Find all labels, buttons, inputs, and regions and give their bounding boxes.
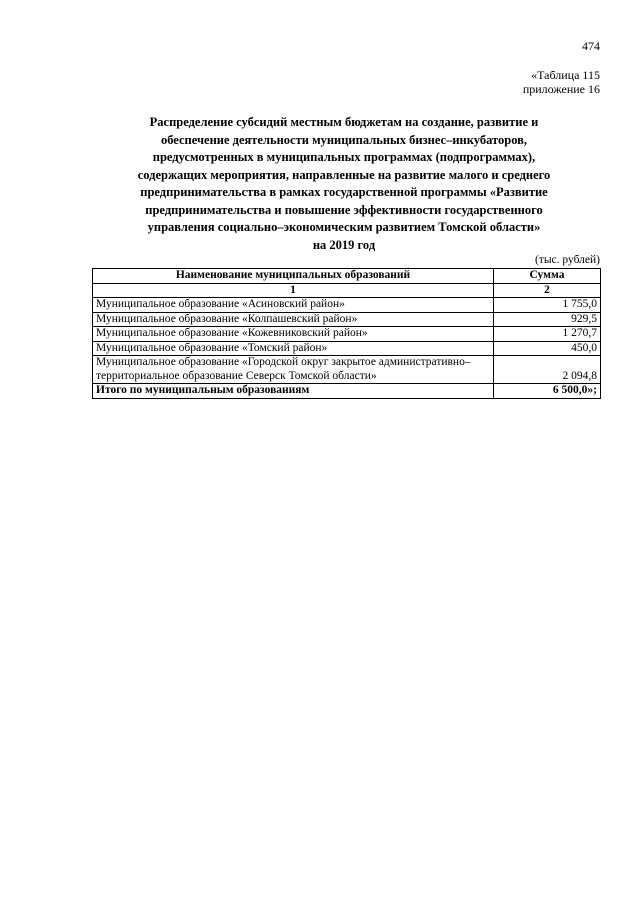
table-total-row: [93, 384, 601, 399]
municipality-name: Муниципальное образование «Кожевниковский район»: [93, 327, 494, 342]
title-line: Распределение субсидий местным бюджетам на создание, развитие и: [149, 115, 539, 129]
table-reference: [440, 68, 600, 96]
municipality-name: Муниципальное образование «Городской округ закрытое административно–территориальное образование Северск Томской области»: [93, 356, 494, 384]
subsidy-sum: 2 094,8: [494, 356, 601, 384]
document-title: [110, 114, 578, 254]
title-line: на 2019 год: [312, 237, 376, 252]
municipality-name: Муниципальное образование «Томский район»: [93, 341, 494, 356]
subsidy-sum: 1 755,0: [494, 298, 601, 313]
title-line: содержащих мероприятия, направленные на развитие малого и среднего: [137, 167, 551, 182]
subsidy-sum: 450,0: [494, 341, 601, 356]
title-line: предпринимательства и повышение эффективности государственного: [145, 202, 543, 217]
index-cell: 2: [494, 283, 601, 298]
total-label: Итого по муниципальным образованиям: [93, 384, 494, 399]
title-line: предпринимательства в рамках государственной программы «Развитие: [140, 185, 548, 199]
total-sum: 6 500,0»;: [494, 384, 601, 399]
subsidy-sum: 929,5: [494, 312, 601, 327]
table-index-row: [93, 283, 601, 298]
index-cell: 1: [93, 283, 494, 298]
title-line: предусмотренных в муниципальных программах (подпрограммах),: [152, 150, 536, 164]
page-number: 474: [582, 39, 600, 53]
subsidy-sum: 1 270,7: [494, 327, 601, 342]
title-line: управления социально–экономическим развитием Томской области»: [147, 220, 541, 234]
municipality-name: Муниципальное образование «Колпашевский район»: [93, 312, 494, 327]
table-reference-number: «Таблица 115: [531, 68, 600, 82]
table-row: [93, 298, 601, 313]
municipality-name: Муниципальное образование «Асиновский район»: [93, 298, 494, 313]
subsidy-table: [92, 268, 601, 399]
title-line: обеспечение деятельности муниципальных бизнес–инкубаторов,: [160, 132, 528, 147]
table-header-row: [93, 269, 601, 284]
header-sum: Сумма: [494, 269, 601, 284]
appendix-reference: приложение 16: [522, 82, 600, 96]
table-row: [93, 327, 601, 342]
table-row: [93, 341, 601, 356]
table-row: [93, 356, 601, 384]
header-name: Наименование муниципальных образований: [93, 269, 494, 284]
units-label: (тыс. рублей): [534, 254, 600, 266]
table-row: [93, 312, 601, 327]
